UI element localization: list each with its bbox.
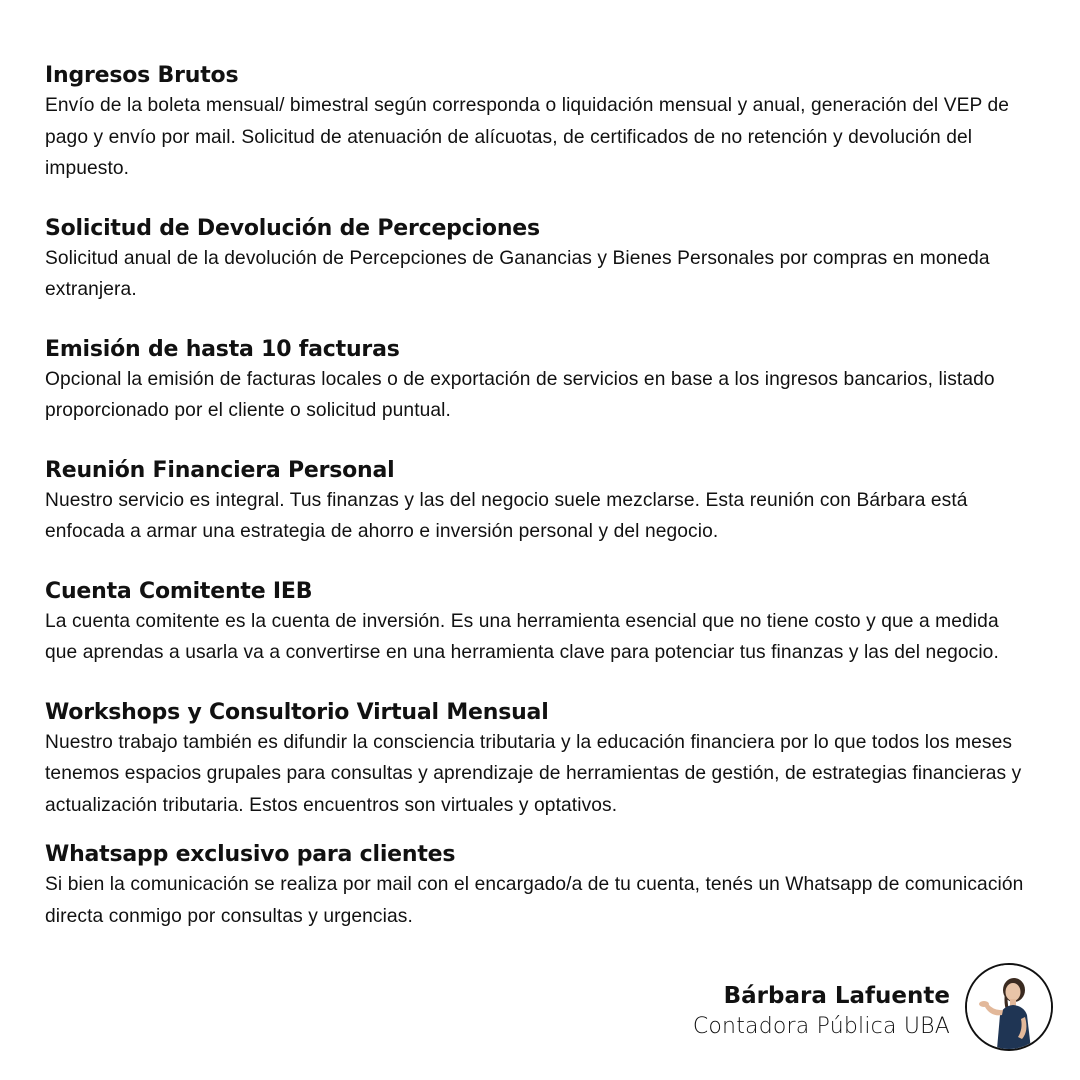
section-title: Cuenta Comitente IEB [45,578,313,604]
section-title: Workshops y Consultorio Virtual Mensual [45,699,549,725]
section-title: Solicitud de Devolución de Percepciones [45,215,540,241]
service-workshops [45,699,1030,822]
signature-role: Contadora Pública UBA [692,1014,950,1039]
service-reunion-financiera [45,457,1030,548]
section-description: Solicitud anual de la devolución de Percepciones de Ganancias y Bienes Personales por compras en moneda extranjera. [45,247,990,300]
service-cuenta-comitente [45,578,1030,669]
section-title: Reunión Financiera Personal [45,457,395,483]
section-title: Ingresos Brutos [45,63,239,88]
section-title: Whatsapp exclusivo para clientes [45,842,456,867]
avatar-illustration [967,965,1051,1049]
section-title: Emisión de hasta 10 facturas [45,336,400,362]
service-emision-facturas [45,336,1030,427]
section-description: Si bien la comunicación se realiza por mail con el encargado/a de tu cuenta, tenés un Whatsapp de comunicación directa conmigo por consultas y urgencias. [45,874,1024,927]
signature-block [693,980,950,1042]
service-devolucion-percepciones [45,215,1030,306]
service-ingresos-brutos [45,62,1030,185]
service-whatsapp [45,841,1030,932]
person-portrait-icon [965,963,1053,1051]
section-description: Nuestro trabajo también es difundir la consciencia tributaria y la educación financiera por lo que todos los meses tenemos espacios grupales para consultas y aprendizaje de herramientas de gestión, de estrategias financieras y actualización tributaria. Estos encuentros son virtuales y optativos. [45,731,1022,816]
section-description: La cuenta comitente es la cuenta de inversión. Es una herramienta esencial que no tiene costo y que a medida que aprendas a usarla va a convertirse en una herramienta clave para potenciar tus finanzas y las del negocio. [45,610,999,663]
signature-name: Bárbara Lafuente [723,983,950,1009]
services-list [45,62,1030,962]
section-description: Opcional la emisión de facturas locales o de exportación de servicios en base a los ingresos bancarios, listado proporcionado por el cliente o solicitud puntual. [45,368,995,421]
section-description: Envío de la boleta mensual/ bimestral según corresponda o liquidación mensual y anual, generación del VEP de pago y envío por mail. Solicitud de atenuación de alícuotas, de certificados de no retención y devolución del impuesto. [45,95,1010,179]
section-description: Nuestro servicio es integral. Tus finanzas y las del negocio suele mezclarse. Esta reunión con Bárbara está enfocada a armar una estrategia de ahorro e inversión personal y del negocio. [45,489,968,542]
